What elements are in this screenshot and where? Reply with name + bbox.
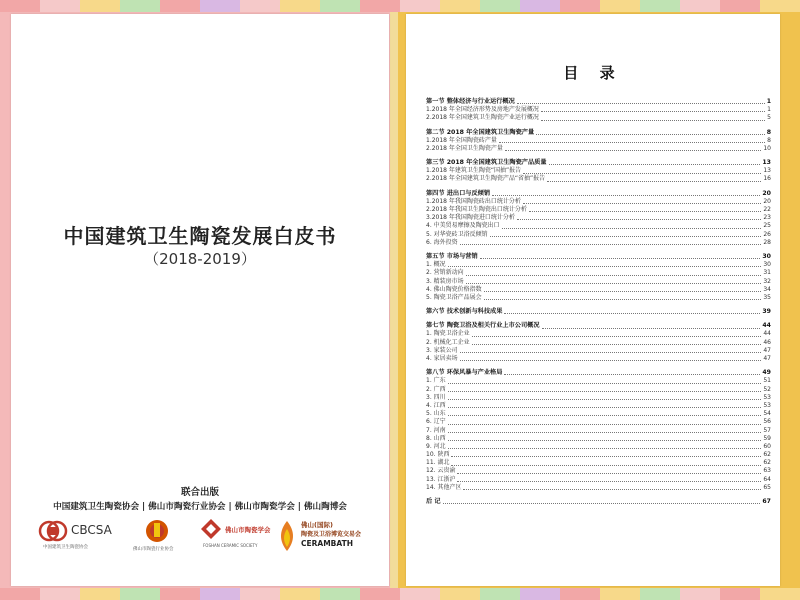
toc-section-heading[interactable] bbox=[426, 253, 771, 261]
cerambath-logo-cn2: 陶瓷及卫浴博览交易会 bbox=[301, 531, 362, 538]
toc-entry-page: 60 bbox=[763, 442, 771, 450]
toc-entry-page: 39 bbox=[762, 308, 771, 316]
toc-entry-page: 44 bbox=[763, 330, 771, 338]
toc-entry[interactable] bbox=[426, 198, 771, 206]
toc-leader-dots bbox=[504, 313, 760, 314]
toc-entry-label: 第七节 陶瓷卫浴及相关行业上市公司概况 bbox=[426, 322, 540, 330]
toc-entry-label: 第八节 环保风暴与产业格局 bbox=[426, 369, 503, 377]
toc-entry-page: 62 bbox=[763, 459, 771, 467]
toc-section-heading[interactable] bbox=[426, 322, 771, 330]
stripe-segment bbox=[40, 0, 80, 12]
toc-entry[interactable] bbox=[426, 331, 771, 339]
toc-leader-dots bbox=[460, 360, 762, 361]
stripe-segment bbox=[80, 0, 120, 12]
toc-entry-label: 6. 辽宁 bbox=[426, 418, 446, 426]
toc-entry[interactable] bbox=[426, 231, 771, 239]
toc-leader-dots bbox=[448, 440, 762, 441]
toc-entry-label: 13. 江浙沪 bbox=[426, 475, 456, 483]
toc-section bbox=[426, 159, 771, 184]
toc-entry[interactable] bbox=[426, 261, 771, 269]
cover-page bbox=[11, 14, 389, 586]
toc-entry-label: 2.2018 年全国建筑卫生陶瓷产品“省抽”报告 bbox=[426, 175, 546, 183]
toc-entry-page: 62 bbox=[763, 451, 771, 459]
toc-entry-page: 28 bbox=[763, 238, 771, 246]
stripe-segment bbox=[760, 0, 800, 12]
toc-entry-page: 57 bbox=[763, 426, 771, 434]
stripe-segment bbox=[640, 588, 680, 600]
toc-entry-page: 30 bbox=[763, 261, 771, 269]
toc-entry-label: 第六节 技术创新与科技成果 bbox=[426, 308, 503, 316]
toc-entry[interactable] bbox=[426, 339, 771, 347]
toc-entry[interactable] bbox=[426, 443, 771, 451]
toc-entry-page: 20 bbox=[763, 197, 771, 205]
toc-entry-label: 3. 精装房市场 bbox=[426, 277, 464, 285]
toc-entry-label: 第四节 进出口与反倾销 bbox=[426, 189, 491, 197]
toc-entry-label: 4. 中美贸易摩擦及陶瓷出口 bbox=[426, 222, 500, 230]
toc-entry-label: 第三节 2018 年全国建筑卫生陶瓷产品质量 bbox=[426, 159, 547, 167]
toc-entry-label: 第一节 整体经济与行业运行概况 bbox=[426, 97, 515, 105]
toc-entry-label: 1.2018 年我国陶瓷砖出口统计分析 bbox=[426, 197, 521, 205]
toc-entry-label: 3.2018 年我国陶瓷进口统计分析 bbox=[426, 214, 515, 222]
toc-leader-dots bbox=[536, 134, 765, 135]
toc-leader-dots bbox=[451, 465, 761, 466]
toc-leader-dots bbox=[448, 424, 762, 425]
toc-title: 目 录 bbox=[563, 64, 623, 82]
stripe-segment bbox=[320, 588, 360, 600]
stripe-segment bbox=[200, 0, 240, 12]
toc-entry[interactable] bbox=[426, 386, 771, 394]
toc-entry-page: 30 bbox=[762, 252, 771, 260]
stripe-segment bbox=[280, 0, 320, 12]
cerambath-logo-cn: 佛山(国际) bbox=[301, 521, 333, 529]
stripe-segment bbox=[320, 0, 360, 12]
toc-entry-label: 后 记 bbox=[426, 498, 441, 506]
toc-entry-label: 2.2018 年全国建筑卫生陶瓷产业运行概况 bbox=[426, 114, 539, 122]
stripe-segment bbox=[0, 588, 40, 600]
toc-entry-page: 47 bbox=[763, 355, 771, 363]
stripe-segment bbox=[480, 588, 520, 600]
toc-entry[interactable] bbox=[426, 278, 771, 286]
toc-entry-label: 2. 营销新动向 bbox=[426, 269, 464, 277]
toc-leader-dots bbox=[451, 456, 761, 457]
toc-section bbox=[426, 498, 771, 506]
toc-entry[interactable] bbox=[426, 476, 771, 484]
toc-leader-dots bbox=[448, 266, 762, 267]
toc-entry-page: 67 bbox=[762, 498, 771, 506]
toc-leader-dots bbox=[457, 473, 761, 474]
stripe-segment bbox=[240, 0, 280, 12]
toc-leader-dots bbox=[443, 503, 761, 504]
fsia-logo bbox=[127, 517, 187, 557]
toc-entry-page: 25 bbox=[763, 222, 771, 230]
publisher-logos bbox=[37, 517, 367, 557]
publisher-list: 中国建筑卫生陶瓷协会 | 佛山市陶瓷行业协会 | 佛山市陶瓷学会 | 佛山陶博会 bbox=[53, 502, 347, 512]
toc-entry-label: 2. 广西 bbox=[426, 385, 446, 393]
stripe-segment bbox=[640, 0, 680, 12]
cbcsa-logo bbox=[37, 517, 117, 557]
toc-entry-label: 14. 其他产区 bbox=[426, 483, 462, 491]
toc-entry-page: 59 bbox=[763, 434, 771, 442]
toc-entry[interactable] bbox=[426, 402, 771, 410]
toc-entry-label: 1. 概况 bbox=[426, 261, 446, 269]
toc-entry-page: 5 bbox=[767, 114, 771, 122]
toc-entry-label: 2.2018 年我国卫生陶瓷出口统计分析 bbox=[426, 206, 527, 214]
toc-section bbox=[426, 190, 771, 247]
toc-entry-page: 8 bbox=[766, 128, 771, 136]
toc-list bbox=[426, 98, 771, 512]
stripe-segment bbox=[40, 588, 80, 600]
toc-section bbox=[426, 369, 771, 492]
decorative-stripe-bottom bbox=[0, 588, 800, 600]
toc-section-heading[interactable] bbox=[426, 98, 771, 106]
toc-section bbox=[426, 322, 771, 363]
cover-title: 中国建筑卫生陶瓷发展白皮书 bbox=[63, 224, 337, 248]
toc-entry-label: 4. 家居卖场 bbox=[426, 355, 458, 363]
toc-leader-dots bbox=[457, 481, 761, 482]
toc-entry-page: 20 bbox=[762, 189, 771, 197]
toc-entry-page: 22 bbox=[763, 206, 771, 214]
toc-entry-label: 1.2018 年全国陶瓷砖产量 bbox=[426, 136, 497, 144]
fcs-logo-name: 佛山市陶瓷学会 bbox=[225, 526, 271, 534]
toc-entry-label: 2. 机械化工企业 bbox=[426, 338, 470, 346]
stripe-segment bbox=[160, 588, 200, 600]
fsia-logo-caption: 佛山市陶瓷行业协会 bbox=[133, 547, 174, 552]
cerambath-logo bbox=[275, 517, 367, 557]
toc-page bbox=[406, 14, 780, 586]
toc-entry-page: 1 bbox=[766, 97, 771, 105]
toc-entry-page: 64 bbox=[763, 475, 771, 483]
toc-leader-dots bbox=[499, 142, 765, 143]
toc-entry[interactable] bbox=[426, 435, 771, 443]
toc-leader-dots bbox=[448, 448, 762, 449]
fcs-logo bbox=[197, 517, 271, 557]
toc-entry-label: 9. 河北 bbox=[426, 442, 446, 450]
toc-entry-page: 10 bbox=[763, 144, 771, 152]
toc-section bbox=[426, 98, 771, 123]
toc-entry[interactable] bbox=[426, 137, 771, 145]
toc-leader-dots bbox=[549, 164, 761, 165]
toc-entry-label: 2.2018 年全国卫生陶瓷产量 bbox=[426, 144, 503, 152]
toc-entry-page: 44 bbox=[762, 322, 771, 330]
toc-section bbox=[426, 253, 771, 302]
toc-leader-dots bbox=[472, 344, 762, 345]
toc-entry[interactable] bbox=[426, 484, 771, 492]
toc-entry-label: 1. 陶瓷卫浴企业 bbox=[426, 330, 470, 338]
toc-entry-label: 3. 家装公司 bbox=[426, 346, 458, 354]
toc-entry-label: 第二节 2018 年全国建筑卫生陶瓷产量 bbox=[426, 128, 535, 136]
stripe-segment bbox=[720, 0, 760, 12]
toc-entry[interactable] bbox=[426, 418, 771, 426]
stripe-segment bbox=[440, 588, 480, 600]
toc-entry-label: 第五节 市场与营销 bbox=[426, 252, 478, 260]
stripe-segment bbox=[520, 0, 560, 12]
toc-leader-dots bbox=[542, 328, 761, 329]
stripe-segment bbox=[520, 588, 560, 600]
toc-entry[interactable] bbox=[426, 145, 771, 153]
toc-leader-dots bbox=[484, 291, 762, 292]
toc-entry-page: 53 bbox=[763, 393, 771, 401]
toc-leader-dots bbox=[517, 219, 761, 220]
toc-entry-page: 1 bbox=[767, 106, 771, 114]
toc-leader-dots bbox=[460, 352, 762, 353]
stripe-segment bbox=[680, 588, 720, 600]
stripe-segment bbox=[360, 0, 400, 12]
toc-entry-label: 5. 山东 bbox=[426, 410, 446, 418]
toc-entry-page: 56 bbox=[763, 418, 771, 426]
toc-entry[interactable] bbox=[426, 269, 771, 277]
stripe-segment bbox=[600, 0, 640, 12]
stripe-segment bbox=[480, 0, 520, 12]
toc-entry-label: 5. 陶瓷卫浴产品展会 bbox=[426, 293, 482, 301]
toc-entry-label: 8. 山西 bbox=[426, 434, 446, 442]
toc-entry[interactable] bbox=[426, 459, 771, 467]
toc-entry[interactable] bbox=[426, 451, 771, 459]
toc-entry-label: 6. 海外投资 bbox=[426, 238, 458, 246]
toc-entry[interactable] bbox=[426, 286, 771, 294]
toc-entry[interactable] bbox=[426, 222, 771, 230]
toc-leader-dots bbox=[448, 391, 762, 392]
toc-entry-label: 10. 陕西 bbox=[426, 451, 450, 459]
toc-entry-label: 3. 四川 bbox=[426, 393, 446, 401]
toc-entry-label: 1.2018 年建筑卫生陶瓷“国抽”报告 bbox=[426, 167, 522, 175]
stripe-segment bbox=[280, 588, 320, 600]
toc-leader-dots bbox=[492, 195, 760, 196]
stripe-segment bbox=[720, 588, 760, 600]
toc-entry-page: 49 bbox=[762, 369, 771, 377]
toc-entry-label: 4. 佛山陶瓷价格指数 bbox=[426, 285, 482, 293]
toc-entry[interactable] bbox=[426, 427, 771, 435]
toc-leader-dots bbox=[466, 283, 762, 284]
toc-entry-page: 54 bbox=[763, 410, 771, 418]
toc-section-heading[interactable] bbox=[426, 369, 771, 377]
cover-year: （2018-2019） bbox=[144, 250, 256, 268]
toc-leader-dots bbox=[480, 258, 761, 259]
toc-entry-label: 7. 河南 bbox=[426, 426, 446, 434]
toc-entry-page: 65 bbox=[763, 483, 771, 491]
cbcsa-logo-caption: 中国建筑卫生陶瓷协会 bbox=[43, 545, 88, 550]
toc-leader-dots bbox=[448, 399, 762, 400]
toc-entry[interactable] bbox=[426, 410, 771, 418]
toc-leader-dots bbox=[448, 383, 762, 384]
toc-section bbox=[426, 129, 771, 154]
stripe-segment bbox=[200, 588, 240, 600]
toc-entry-label: 1.2018 年全国经济形势及房地产发展概况 bbox=[426, 106, 539, 114]
toc-entry-page: 13 bbox=[763, 167, 771, 175]
stripe-segment bbox=[120, 0, 160, 12]
stripe-segment bbox=[440, 0, 480, 12]
stripe-segment bbox=[560, 0, 600, 12]
toc-entry-page: 46 bbox=[763, 338, 771, 346]
toc-leader-dots bbox=[448, 407, 762, 408]
toc-section bbox=[426, 308, 771, 316]
stripe-segment bbox=[400, 588, 440, 600]
toc-leader-dots bbox=[547, 181, 761, 182]
stripe-segment bbox=[240, 588, 280, 600]
toc-entry-page: 32 bbox=[763, 277, 771, 285]
toc-entry[interactable] bbox=[426, 294, 771, 302]
cbcsa-logo-text: CBCSA bbox=[71, 523, 112, 537]
toc-entry-page: 34 bbox=[763, 285, 771, 293]
toc-entry-page: 47 bbox=[763, 346, 771, 354]
toc-entry-label: 12. 云贵渝 bbox=[426, 467, 456, 475]
toc-leader-dots bbox=[523, 203, 761, 204]
toc-entry-label: 1. 广东 bbox=[426, 377, 446, 385]
toc-entry[interactable] bbox=[426, 355, 771, 363]
toc-section-heading[interactable] bbox=[426, 498, 771, 506]
toc-entry-page: 53 bbox=[763, 401, 771, 409]
toc-entry-page: 35 bbox=[763, 293, 771, 301]
toc-entry[interactable] bbox=[426, 347, 771, 355]
decorative-stripe-top bbox=[0, 0, 800, 12]
toc-leader-dots bbox=[504, 374, 760, 375]
toc-leader-dots bbox=[541, 111, 765, 112]
toc-leader-dots bbox=[484, 299, 762, 300]
toc-entry[interactable] bbox=[426, 394, 771, 402]
toc-entry-page: 52 bbox=[763, 385, 771, 393]
toc-section-heading[interactable] bbox=[426, 129, 771, 137]
toc-entry[interactable] bbox=[426, 239, 771, 247]
toc-entry-page: 63 bbox=[763, 467, 771, 475]
toc-leader-dots bbox=[541, 120, 765, 121]
toc-leader-dots bbox=[502, 228, 762, 229]
toc-leader-dots bbox=[463, 489, 761, 490]
stripe-segment bbox=[680, 0, 720, 12]
stripe-segment bbox=[560, 588, 600, 600]
toc-entry-page: 26 bbox=[763, 230, 771, 238]
toc-leader-dots bbox=[529, 211, 761, 212]
toc-section-heading[interactable] bbox=[426, 308, 771, 316]
toc-section-heading[interactable] bbox=[426, 190, 771, 198]
toc-entry-label: 5. 对华瓷砖卫浴反倾销 bbox=[426, 230, 488, 238]
toc-leader-dots bbox=[448, 432, 762, 433]
stripe-segment bbox=[120, 588, 160, 600]
stripe-segment bbox=[160, 0, 200, 12]
toc-entry[interactable] bbox=[426, 468, 771, 476]
stripe-segment bbox=[760, 588, 800, 600]
stripe-segment bbox=[0, 0, 40, 12]
toc-entry-page: 23 bbox=[763, 214, 771, 222]
toc-leader-dots bbox=[466, 275, 762, 276]
toc-entry-page: 51 bbox=[763, 377, 771, 385]
stripe-segment bbox=[400, 0, 440, 12]
toc-entry[interactable] bbox=[426, 377, 771, 385]
toc-entry[interactable] bbox=[426, 176, 771, 184]
stripe-segment bbox=[600, 588, 640, 600]
toc-leader-dots bbox=[448, 415, 762, 416]
stripe-segment bbox=[360, 588, 400, 600]
stripe-segment bbox=[80, 588, 120, 600]
toc-leader-dots bbox=[517, 103, 765, 104]
cerambath-logo-en: CERAMBATH bbox=[301, 539, 354, 548]
toc-entry-label: 11. 湖北 bbox=[426, 459, 450, 467]
toc-entry-page: 31 bbox=[763, 269, 771, 277]
toc-leader-dots bbox=[460, 244, 762, 245]
toc-leader-dots bbox=[490, 236, 762, 237]
toc-entry[interactable] bbox=[426, 114, 771, 122]
publisher-label: 联合出版 bbox=[180, 487, 219, 498]
toc-leader-dots bbox=[472, 336, 762, 337]
toc-entry-page: 13 bbox=[762, 159, 771, 167]
toc-leader-dots bbox=[523, 173, 761, 174]
toc-entry-label: 4. 江西 bbox=[426, 401, 446, 409]
toc-leader-dots bbox=[505, 150, 761, 151]
toc-entry-page: 8 bbox=[767, 136, 771, 144]
fcs-logo-en: FOSHAN CERAMIC SOCIETY bbox=[203, 543, 258, 548]
toc-entry-page: 16 bbox=[763, 175, 771, 183]
